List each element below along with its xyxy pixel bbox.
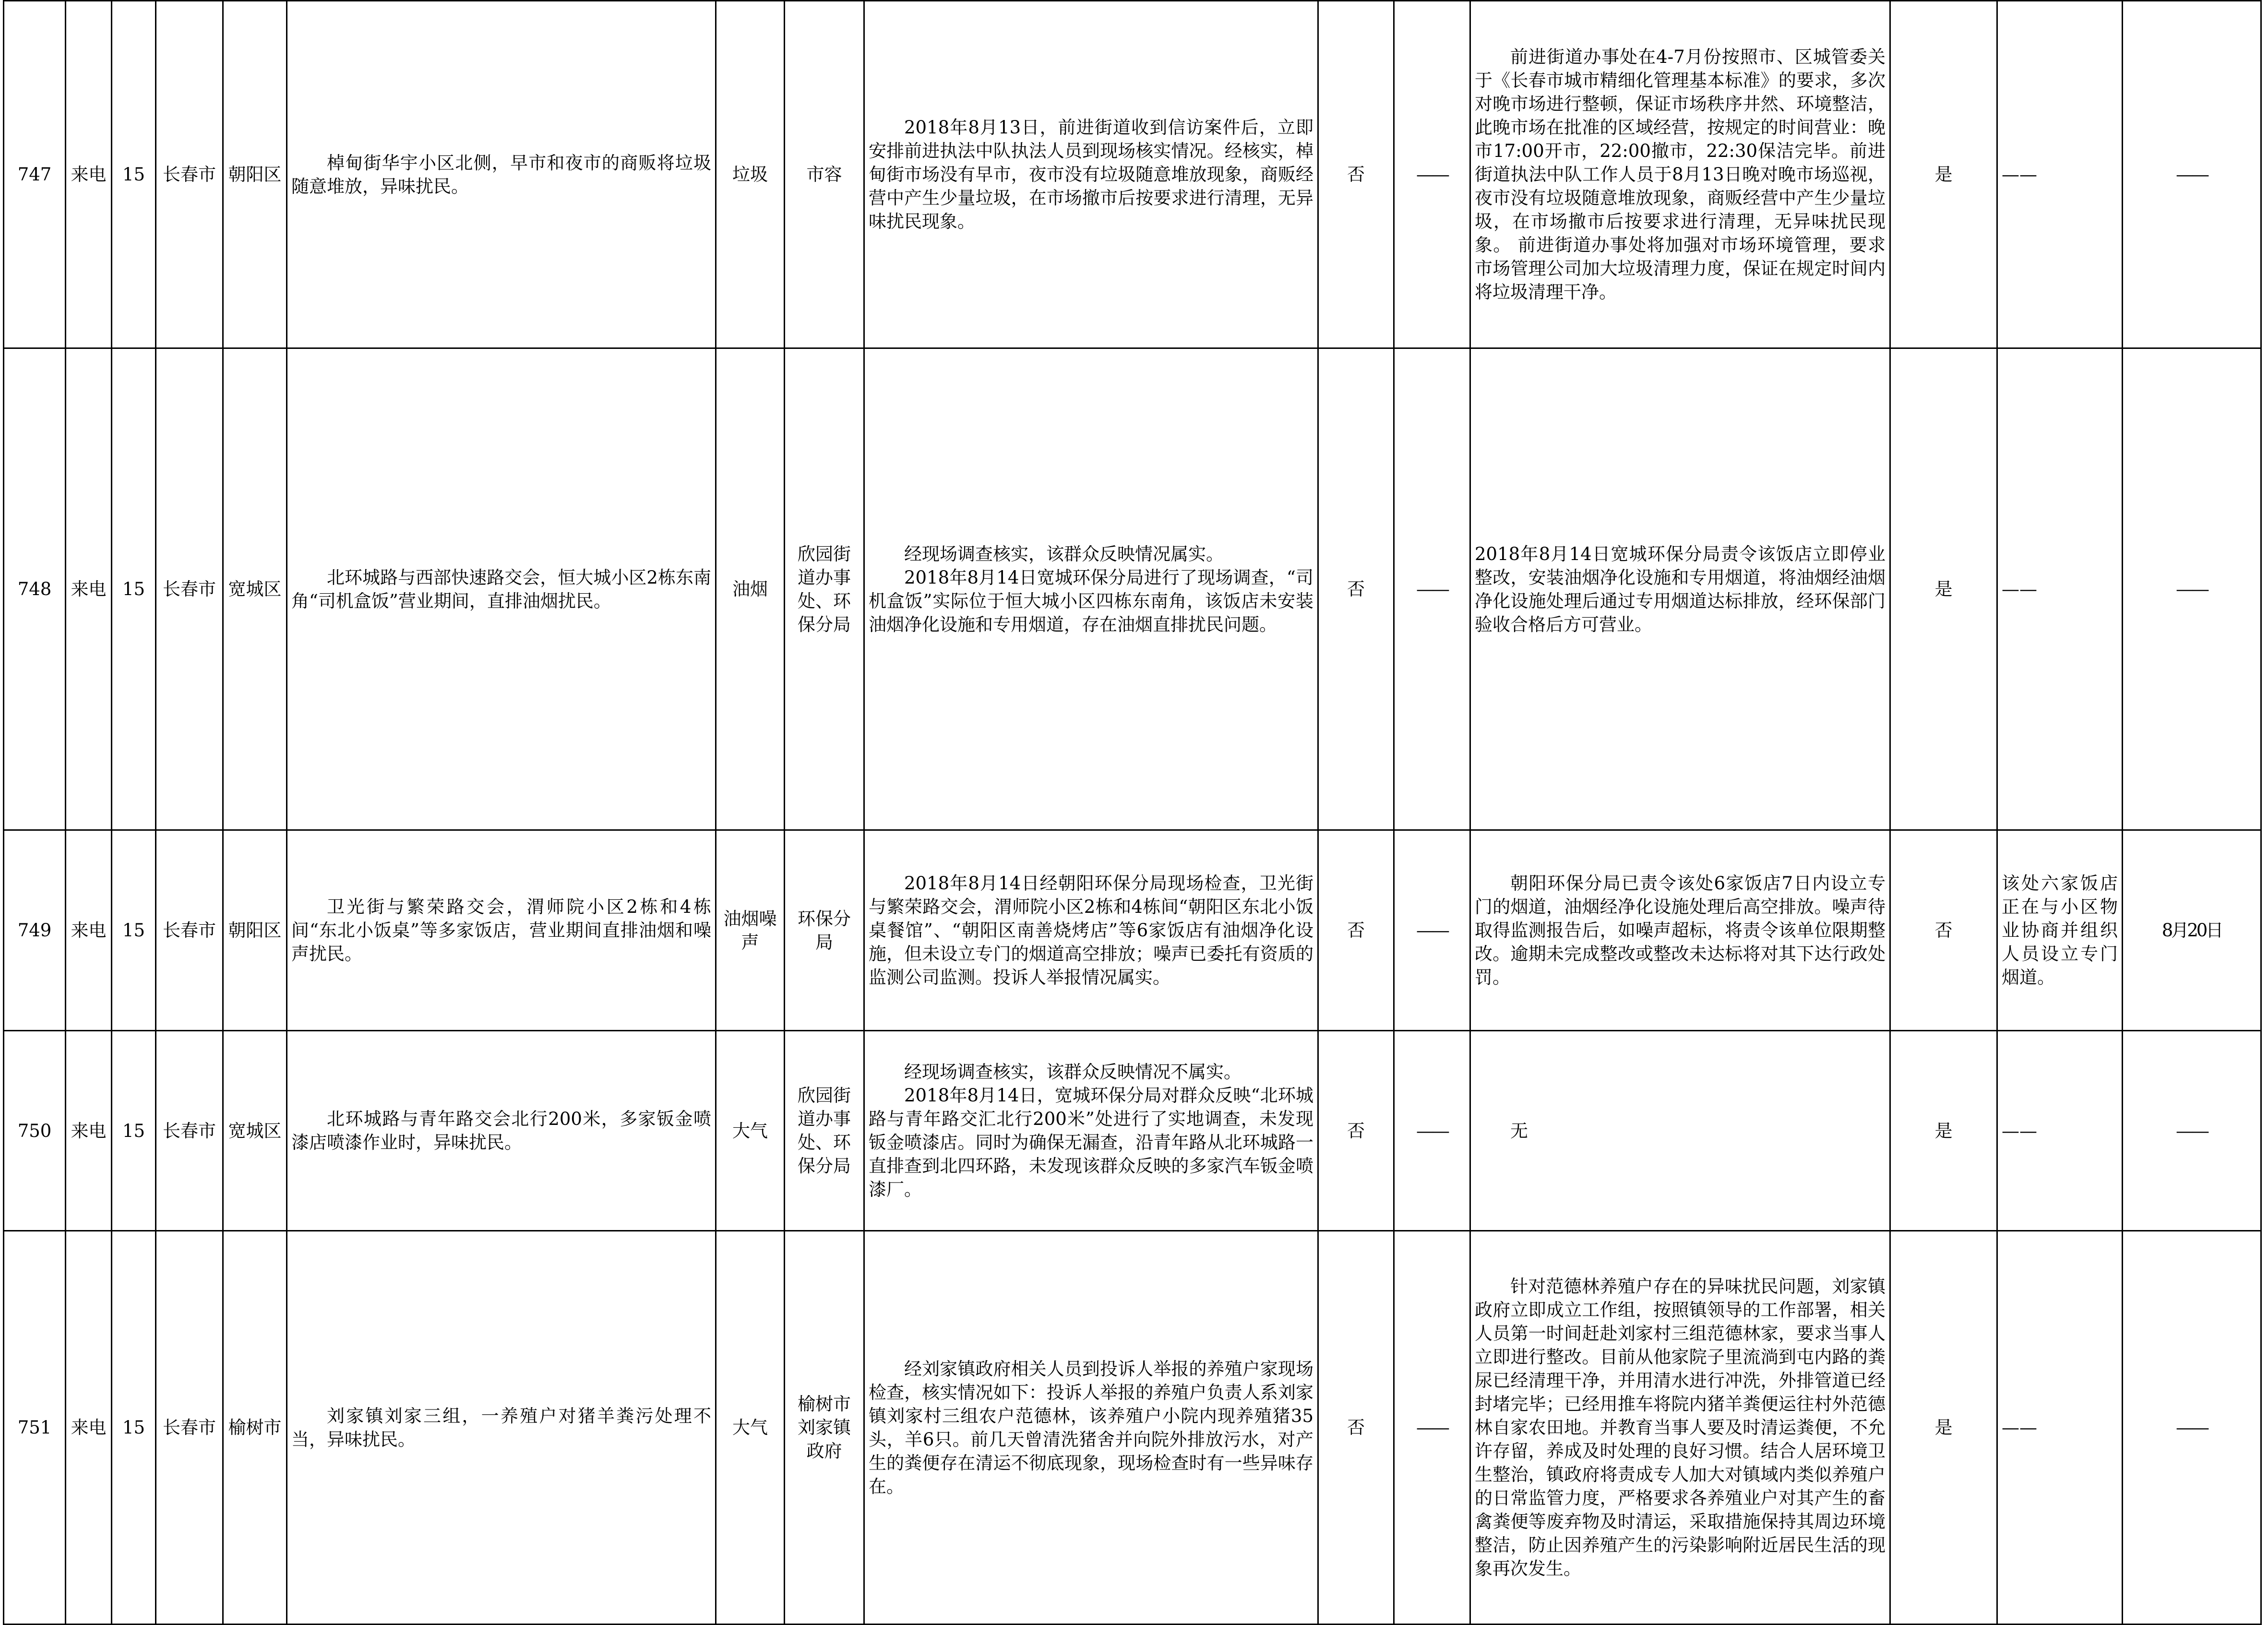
cell-pollution-type: 油烟 xyxy=(716,348,785,830)
cell-paragraph: 朝阳环保分局已责令该处6家饭店7日内设立专门的烟道，油烟经净化设施处理后高空排放。噪声待取得监测报告后，如噪声超标，将责令该单位限期整改。逾期未完成整改或整改未达标将对其下达行政处罚。 xyxy=(1475,873,1886,988)
cell-penalty-detail: —— xyxy=(1394,1231,1470,1625)
table-row xyxy=(4,348,2261,830)
cell-penalty-detail: —— xyxy=(1394,348,1470,830)
cell-complaint xyxy=(287,830,716,1031)
case-table xyxy=(3,0,2262,1625)
cell-batch: 15 xyxy=(112,1,156,348)
cell-rectification xyxy=(1470,1031,1890,1231)
cell-penalty-detail: —— xyxy=(1394,1,1470,348)
cell-paragraph: 2018年8月14日宽城环保分局进行了现场调查，“司机盒饭”实际位于恒大城小区四栋东南角，该饭店未安装油烟净化设施和专用烟道，存在油烟直排扰民问题。 xyxy=(869,567,1313,635)
cell-number: 747 xyxy=(4,1,66,348)
table-row xyxy=(4,1031,2261,1231)
cell-pollution-type: 大气 xyxy=(716,1031,785,1231)
cell-penalty: 否 xyxy=(1318,1231,1394,1625)
cell-rectification xyxy=(1470,1231,1890,1625)
cell-note: —— xyxy=(1997,1231,2123,1625)
cell-pollution-type: 油烟噪声 xyxy=(716,830,785,1031)
cell-batch: 15 xyxy=(112,1031,156,1231)
cell-time: —— xyxy=(2123,348,2261,830)
cell-source: 来电 xyxy=(66,1,112,348)
cell-responsible-unit: 环保分局 xyxy=(785,830,864,1031)
cell-rectification xyxy=(1470,348,1890,830)
cell-number: 748 xyxy=(4,348,66,830)
cell-pollution-type: 垃圾 xyxy=(716,1,785,348)
cell-responsible-unit: 榆树市刘家镇政府 xyxy=(785,1231,864,1625)
cell-batch: 15 xyxy=(112,348,156,830)
cell-responsible-unit: 欣园街道办事处、环保分局 xyxy=(785,1031,864,1231)
cell-complaint xyxy=(287,1231,716,1625)
cell-investigation xyxy=(864,830,1318,1031)
cell-source: 来电 xyxy=(66,1231,112,1625)
cell-pollution-type: 大气 xyxy=(716,1231,785,1625)
cell-paragraph: 无 xyxy=(1510,1120,1528,1141)
cell-paragraph: 刘家镇刘家三组，一养殖户对猪羊粪污处理不当，异味扰民。 xyxy=(291,1405,711,1450)
cell-time: —— xyxy=(2123,1231,2261,1625)
cell-number: 749 xyxy=(4,830,66,1031)
cell-paragraph: 经刘家镇政府相关人员到投诉人举报的养殖户家现场检查，核实情况如下：投诉人举报的养殖户负责人系刘家镇刘家村三组农户范德林，该养殖户小院内现养殖猪35头，羊6只。前几天曾清洗猪舍并向院外排放污水，对产生的粪便存在清运不彻底现象，现场检查时有一些异味存在。 xyxy=(869,1358,1313,1497)
cell-note: 该处六家饭店正在与小区物业协商并组织人员设立专门烟道。 xyxy=(1997,830,2123,1031)
cell-complaint xyxy=(287,348,716,830)
cell-paragraph: 棹甸街华宇小区北侧，早市和夜市的商贩将垃圾随意堆放，异味扰民。 xyxy=(291,152,711,197)
cell-penalty: 否 xyxy=(1318,830,1394,1031)
table-row xyxy=(4,830,2261,1031)
cell-investigation xyxy=(864,348,1318,830)
cell-source: 来电 xyxy=(66,348,112,830)
cell-penalty: 否 xyxy=(1318,1031,1394,1231)
cell-note: —— xyxy=(1997,348,2123,830)
cell-investigation xyxy=(864,1031,1318,1231)
cell-paragraph: 2018年8月14日，宽城环保分局对群众反映“北环城路与青年路交汇北行200米”处进行了实地调查，未发现钣金喷漆店。同时为确保无漏查，沿青年路从北环城路一直排查到北四环路，未发现该群众反映的多家汽车钣金喷漆厂。 xyxy=(869,1085,1313,1200)
cell-paragraph: 2018年8月14日经朝阳环保分局现场检查，卫光街与繁荣路交会，渭师院小区2栋和4栋间“朝阳区东北小饭桌餐馆”、“朝阳区南善烧烤店”等6家饭店有油烟净化设施，但未设立专门的烟道高空排放；噪声已委托有资质的监测公司监测。投诉人举报情况属实。 xyxy=(869,873,1313,988)
cell-paragraph: 针对范德林养殖户存在的异味扰民问题，刘家镇政府立即成立工作组，按照镇领导的工作部署，相关人员第一时间赶赴刘家村三组范德林家，要求当事人立即进行整改。目前从他家院子里流淌到屯内路的粪尿已经清理干净，并用清水进行冲洗，外排管道已经封堵完毕；已经用推车将院内猪羊粪便运往村外范德林自家农田地。并教育当事人要及时清运粪便，不允许存留，养成及时处理的良好习惯。结合人居环境卫生整治，镇政府将责成专人加大对镇域内类似养殖户的日常监管力度，严格要求各养殖业户对其产生的畜禽粪便等废弃物及时清运，采取措施保持其周边环境整洁，防止因养殖产生的污染影响附近居民生活的现象再次发生。 xyxy=(1475,1276,1886,1579)
cell-paragraph: 2018年8月14日宽城环保分局责令该饭店立即停业整改，安装油烟净化设施和专用烟道，将油烟经油烟净化设施处理后通过专用烟道达标排放，经环保部门验收合格后方可营业。 xyxy=(1475,543,1886,635)
cell-rectification xyxy=(1470,830,1890,1031)
cell-district: 宽城区 xyxy=(223,1031,287,1231)
cell-paragraph: 北环城路与西部快速路交会，恒大城小区2栋东南角“司机盒饭”营业期间，直排油烟扰民。 xyxy=(291,567,711,611)
cell-source: 来电 xyxy=(66,830,112,1031)
cell-investigation xyxy=(864,1231,1318,1625)
cell-paragraph: 经现场调查核实，该群众反映情况不属实。 xyxy=(904,1062,1241,1082)
cell-city: 长春市 xyxy=(156,1031,223,1231)
cell-batch: 15 xyxy=(112,830,156,1031)
cell-time: —— xyxy=(2123,1031,2261,1231)
cell-responsible-unit: 市容 xyxy=(785,1,864,348)
cell-city: 长春市 xyxy=(156,1231,223,1625)
cell-time: 8月20日 xyxy=(2123,830,2261,1031)
cell-paragraph: 卫光街与繁荣路交会，渭师院小区2栋和4栋间“东北小饭桌”等多家饭店，营业期间直排油烟和噪声扰民。 xyxy=(291,896,711,964)
cell-penalty-detail: —— xyxy=(1394,1031,1470,1231)
cell-district: 朝阳区 xyxy=(223,830,287,1031)
cell-completed: 是 xyxy=(1890,1231,1997,1625)
cell-source: 来电 xyxy=(66,1031,112,1231)
cell-penalty-detail: —— xyxy=(1394,830,1470,1031)
cell-complaint xyxy=(287,1031,716,1231)
cell-penalty: 否 xyxy=(1318,1,1394,348)
cell-paragraph: 经现场调查核实，该群众反映情况属实。 xyxy=(904,543,1224,564)
cell-completed: 是 xyxy=(1890,348,1997,830)
cell-paragraph: 前进街道办事处在4-7月份按照市、区城管委关于《长春市城市精细化管理基本标准》的要求，多次对晚市场进行整顿，保证市场秩序井然、环境整洁，此晚市场在批准的区域经营，按规定的时间营业：晚市17:00开市，22:00撤市，22:30保洁完毕。前进街道执法中队工作人员于8月13日晚对晚市场巡视，夜市没有垃圾随意堆放现象，商贩经营中产生少量垃圾，在市场撤市后按要求进行清理，无异味扰民现象。 前进街道办事处将加强对市场环境管理，要求市场管理公司加大垃圾清理力度，保证在规定时间内将垃圾清理干净。 xyxy=(1475,47,1886,302)
cell-district: 朝阳区 xyxy=(223,1,287,348)
cell-district: 榆树市 xyxy=(223,1231,287,1625)
cell-batch: 15 xyxy=(112,1231,156,1625)
table-row xyxy=(4,1,2261,348)
cell-city: 长春市 xyxy=(156,348,223,830)
cell-district: 宽城区 xyxy=(223,348,287,830)
cell-city: 长春市 xyxy=(156,830,223,1031)
table-row xyxy=(4,1231,2261,1625)
cell-paragraph: 北环城路与青年路交会北行200米，多家钣金喷漆店喷漆作业时，异味扰民。 xyxy=(291,1109,711,1153)
cell-rectification xyxy=(1470,1,1890,348)
cell-investigation xyxy=(864,1,1318,348)
cell-completed: 是 xyxy=(1890,1,1997,348)
cell-paragraph: 2018年8月13日，前进街道收到信访案件后，立即安排前进执法中队执法人员到现场核实情况。经核实，棹甸街市场没有早市，夜市没有垃圾随意堆放现象，商贩经营中产生少量垃圾，在市场撤市后按要求进行清理，无异味扰民现象。 xyxy=(869,117,1313,232)
cell-responsible-unit: 欣园街道办事处、环保分局 xyxy=(785,348,864,830)
cell-penalty: 否 xyxy=(1318,348,1394,830)
cell-completed: 是 xyxy=(1890,1031,1997,1231)
cell-number: 750 xyxy=(4,1031,66,1231)
cell-number: 751 xyxy=(4,1231,66,1625)
cell-note: —— xyxy=(1997,1031,2123,1231)
cell-time: —— xyxy=(2123,1,2261,348)
cell-city: 长春市 xyxy=(156,1,223,348)
cell-note: —— xyxy=(1997,1,2123,348)
cell-complaint xyxy=(287,1,716,348)
cell-completed: 否 xyxy=(1890,830,1997,1031)
table-body xyxy=(4,1,2261,1625)
